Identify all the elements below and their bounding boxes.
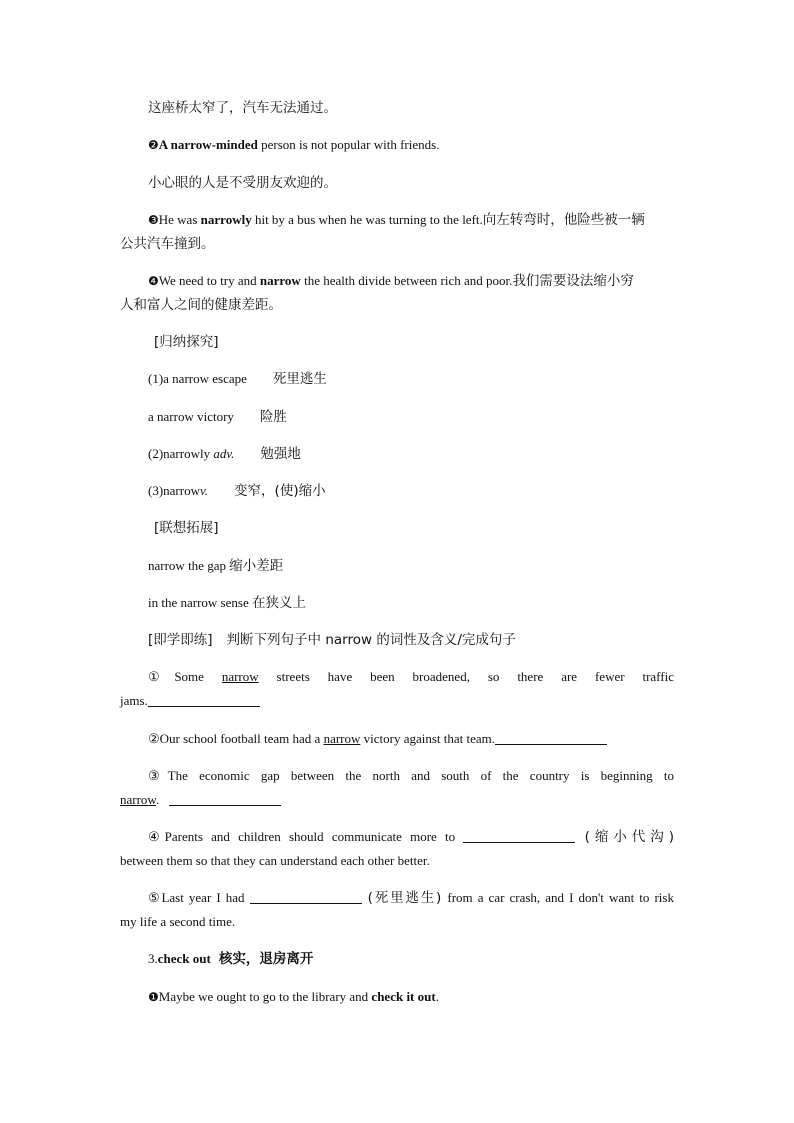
example-check-out xyxy=(148,987,674,1007)
section-heading: [联想拓展] xyxy=(154,520,219,536)
question-text: Our school football team had a xyxy=(159,731,324,746)
answer-blank[interactable] xyxy=(148,692,260,707)
example-text: person is not popular with friends. xyxy=(257,137,440,152)
keyword: narrowly xyxy=(200,212,252,227)
expansion-meaning: 在狭义上 xyxy=(251,595,306,611)
answer-blank[interactable] xyxy=(463,828,575,843)
practice-task: 判断下列句子中 narrow 的词性及含义/完成句子 xyxy=(226,632,516,648)
circled-number-icon: ❷ xyxy=(148,138,159,152)
example-text: We need to try and xyxy=(158,273,260,288)
expansion-item xyxy=(148,556,674,576)
keyword: A narrow-minded xyxy=(158,137,258,152)
keyword: check it out xyxy=(371,989,436,1004)
section-number: 3. xyxy=(148,951,158,966)
underlined-word: narrow xyxy=(120,792,156,807)
example-2 xyxy=(148,135,674,155)
circled-number-icon: ❶ xyxy=(148,990,159,1004)
usage-item xyxy=(148,481,674,501)
question-text: . xyxy=(155,792,160,807)
keyword: check out xyxy=(157,951,211,966)
underlined-word: narrow xyxy=(221,669,259,684)
question-text: Parents and children should communicate more to xyxy=(164,829,464,844)
section-3-title xyxy=(148,949,674,969)
part-of-speech: adv. xyxy=(213,446,235,461)
answer-hint: (死里逃生) xyxy=(361,890,448,906)
usage-phrase: (2)narrowly xyxy=(148,446,214,461)
usage-meaning: 变窄，(使)缩小 xyxy=(234,483,326,499)
question-5-cont xyxy=(120,912,674,932)
question-2 xyxy=(148,729,674,749)
usage-phrase: a narrow victory xyxy=(148,409,234,424)
question-text: jams. xyxy=(120,693,148,708)
usage-phrase: (1)a narrow escape xyxy=(148,371,247,386)
expansion-phrase: narrow the gap xyxy=(148,558,230,573)
expansion-item xyxy=(148,593,674,613)
usage-item xyxy=(148,407,674,427)
expansion-meaning: 缩小差距 xyxy=(229,558,284,574)
usage-meaning: 勉强地 xyxy=(260,446,301,462)
example-text: Maybe we ought to go to the library and xyxy=(158,989,372,1004)
translation-text: 向左转弯时，他险些被一辆 xyxy=(482,212,645,228)
question-text: Last year I had xyxy=(161,890,250,905)
section-meaning: 核实，退房离开 xyxy=(218,951,314,967)
answer-blank[interactable] xyxy=(495,730,607,745)
part-of-speech: v. xyxy=(199,483,209,498)
usage-meaning: 险胜 xyxy=(259,409,287,425)
question-4 xyxy=(148,827,674,847)
question-4-cont xyxy=(120,851,674,871)
usage-item xyxy=(148,369,674,389)
usage-phrase: (3)narrow xyxy=(148,483,200,498)
question-text: The economic gap between the north and south of the country is beginning to xyxy=(167,768,674,783)
answer-blank[interactable] xyxy=(250,889,362,904)
translation-line: 公共汽车撞到。 xyxy=(120,236,215,252)
translation-text: 我们需要设法缩小穷 xyxy=(512,273,634,289)
question-text: Some xyxy=(174,669,222,684)
usage-meaning: 死里逃生 xyxy=(272,371,327,387)
expansion-phrase: in the narrow sense xyxy=(148,595,252,610)
translation-line: 小心眼的人是不受朋友欢迎的。 xyxy=(148,175,337,191)
example-text: the health divide between rich and poor. xyxy=(300,273,513,288)
question-number: ① xyxy=(148,669,175,684)
practice-label: [即学即练] xyxy=(148,632,213,648)
question-3-cont xyxy=(120,790,674,810)
question-number: ⑤ xyxy=(148,890,162,905)
practice-heading xyxy=(148,630,674,650)
question-1 xyxy=(148,667,674,687)
circled-number-icon: ❹ xyxy=(148,274,159,288)
question-text: streets have been broadened, so there are fewer traffic xyxy=(258,669,674,684)
example-text: . xyxy=(435,989,439,1004)
circled-number-icon: ❸ xyxy=(148,213,159,227)
question-text: between them so that they can understand each other better. xyxy=(120,853,430,868)
example-4 xyxy=(148,271,674,291)
question-number: ② xyxy=(148,731,160,746)
section-heading: [归纳探究] xyxy=(154,334,219,350)
question-text: my life a second time. xyxy=(120,914,236,929)
translation-line: 人和富人之间的健康差距。 xyxy=(120,297,282,313)
question-3 xyxy=(148,766,674,786)
keyword: narrow xyxy=(259,273,301,288)
usage-item xyxy=(148,444,674,464)
question-number: ④ xyxy=(148,829,165,844)
translation-line: 这座桥太窄了，汽车无法通过。 xyxy=(148,100,337,116)
question-text: victory against that team. xyxy=(360,731,496,746)
question-text: from a car crash, and I don't want to risk xyxy=(447,890,674,905)
question-number: ③ xyxy=(148,768,168,783)
answer-hint: (缩小代沟) xyxy=(575,829,675,845)
example-text: He was xyxy=(158,212,201,227)
example-text: hit by a bus when he was turning to the left. xyxy=(251,212,483,227)
example-3 xyxy=(148,210,674,230)
answer-blank[interactable] xyxy=(169,791,281,806)
question-5 xyxy=(148,888,674,908)
underlined-word: narrow xyxy=(323,731,361,746)
question-1-cont xyxy=(120,691,674,711)
